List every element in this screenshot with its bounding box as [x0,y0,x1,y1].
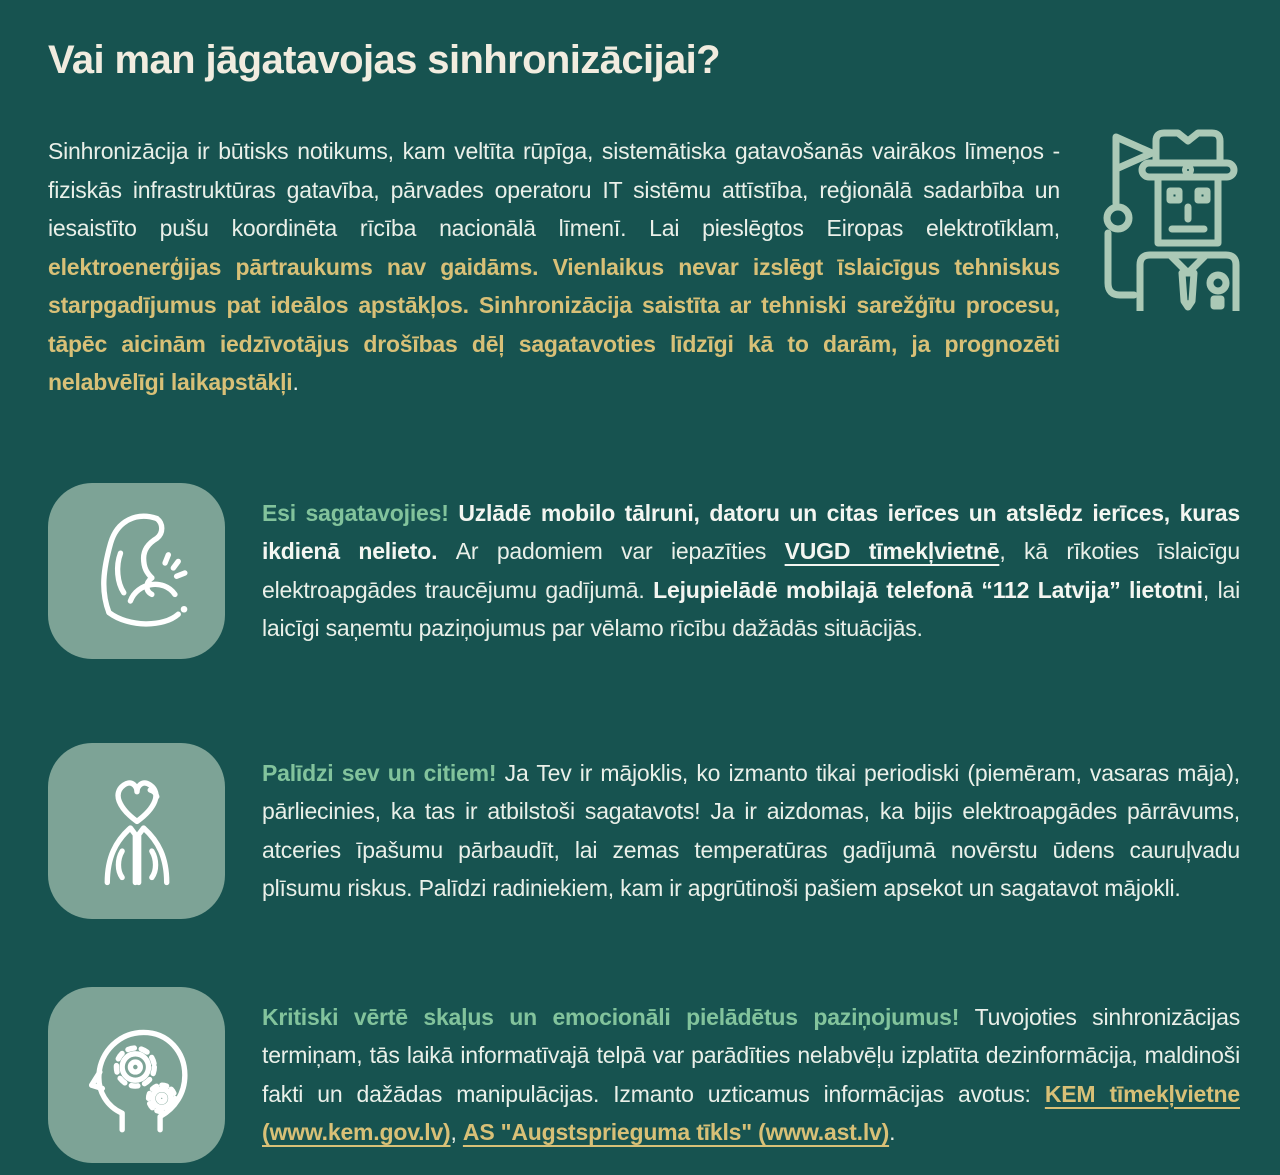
icon-tile [48,987,225,1163]
page-title: Vai man jāgatavojas sinhronizācijai? [48,38,720,82]
section-body-text: Ar padomiem var iepazīties [455,538,785,564]
section-body-text: Tuvojoties sinhronizācijas termiņam, tās laikā informatīvajā telpā var parādīties nelabvēļu izplatīta dezinformācija, maldinoši fakti un dažādas manipulācijas. Izmanto uzticamus informācijas avotus: [262,1003,1240,1107]
section-body-text: , lai laicīgi saņemtu paziņojumus par vēlamo rīcību dažādās situācijās. [262,576,1240,641]
intro-paragraph [48,132,1060,402]
section-be-prepared [48,471,1240,671]
section-evaluate-critically [48,975,1240,1175]
flexed-bicep-icon [71,502,203,639]
section-text [262,754,1240,908]
section-body-text: Ja Tev ir mājoklis, ko izmanto tikai periodiski (piemēram, vasaras māja), pārliecinies, ka tas ir atbilstoši sagatavots! Ja ir aizdomas, ka bijis elektroapgādes pārrāvums, atceries īpašumu pārbaudīt, lai zemas temperatūras gadījumā novērstu ūdens cauruļvadu plīsumu riskus. Palīdzi radiniekiem, kam ir apgrūtinoši pašiem apsekot un sagatavot mājokli. [262,759,1240,901]
icon-tile [48,483,225,659]
section-bold-text: Uzlādē mobilo tālruni, datoru un citas ierīces un atslēdz ierīces, kuras ikdienā nelieto. [262,499,1240,564]
section-text [262,998,1240,1152]
head-with-gears-icon [71,1006,203,1143]
hands-with-heart-icon [71,762,203,899]
section-text [262,494,1240,648]
section-heading: Kritiski vērtē skaļus un emocionāli pielādētus paziņojumus! [262,1003,975,1030]
icon-tile [48,743,225,919]
intro-text-highlight: elektroenerģijas pārtraukums nav gaidāms. Vienlaikus nevar izslēgt īslaicīgus tehniskus starpgadījumus pat ideālos apstākļos. Sinhronizācija saistīta ar tehniski sarežģītu procesu, tāpēc aicinām iedzīvotājus drošības dēļ sagatavoties līdzīgi kā to darām, ja prognozēti nelabvēlīgi laikapstākļi [48,253,1060,395]
section-body-text: . [889,1119,896,1145]
ast-link[interactable]: AS "Augstsprieguma tīkls" (www.ast.lv) [462,1119,890,1145]
section-help-yourself-and-others [48,731,1240,931]
section-body-text: , kā rīkoties īslaicīgu elektroapgādes traucējumu gadījumā. [262,538,1240,603]
section-heading: Esi sagatavojies! [262,499,459,526]
section-bold-text: Lejupielādē mobilajā telefonā “112 Latvija” lietotni [653,576,1203,603]
vugd-link[interactable]: VUGD tīmekļvietnē [784,538,1000,564]
kem-link[interactable]: KEM tīmekļvietne (www.kem.gov.lv) [262,1080,1240,1145]
intro-text-normal: Sinhronizācija ir būtisks notikums, kam veltīta rūpīga, sistemātiska gatavošanās vairākos līmeņos - fiziskās infrastruktūras gatavība, pārvades operatoru IT sistēmu attīstība, reģionālā sadarbība un iesaistīto pušu koordinēta rīcība nacionālā līmenī. Lai pieslēgtos Eiropas elektrotīklam, [48,138,1060,241]
section-heading: Palīdzi sev un citiem! [262,759,505,786]
intro-row [48,109,1240,425]
intro-text-period: . [292,369,299,395]
guide-icon-wrap [1098,109,1240,425]
tour-guide-with-flag-icon [1100,115,1240,316]
section-body-text: , [450,1119,463,1145]
